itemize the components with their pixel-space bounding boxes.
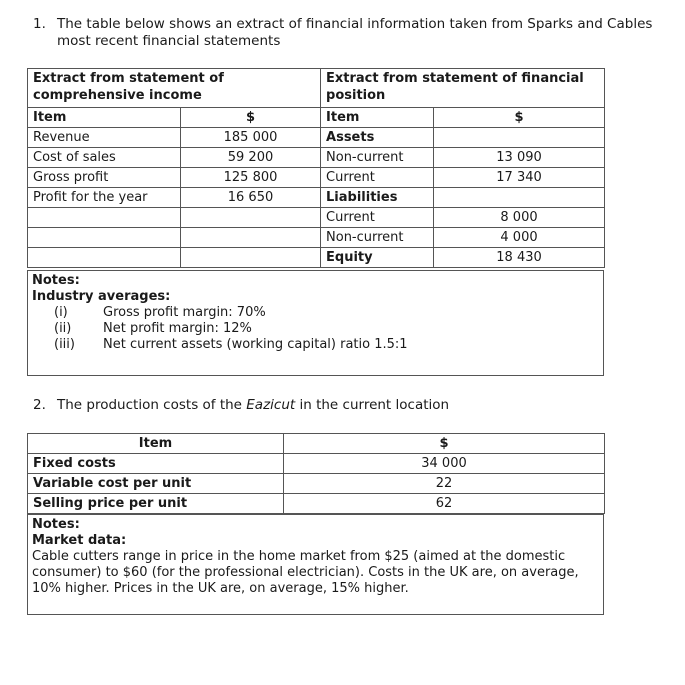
table-row: Non-current 4 000 [28,228,605,248]
table-row: Revenue 185 000 Assets [28,128,605,148]
market-data-text: Cable cutters range in price in the home market from $25 (aimed at the domestic consumer) to $60 (for the professional electrician). Costs in the UK are, on average, 10% higher. Prices in the UK are, on average, 15% higher. [32,549,579,596]
product-name: Eazicut [246,397,296,413]
income-statement-header: Extract from statement of comprehensive income [28,69,321,108]
table-row: Profit for the year 16 650 Liabilities [28,188,605,208]
table-row: Equity 18 430 [28,248,605,268]
question-number: 1. [33,16,46,32]
notes-box [27,270,604,376]
table-row: Fixed costs 34 000 [28,454,605,474]
table-row: Gross profit 125 800 Current 17 340 [28,168,605,188]
table-row: Cost of sales 59 200 Non-current 13 090 [28,148,605,168]
question-text-line-1: The table below shows an extract of financial information taken from Sparks and Cables [57,16,653,32]
industry-averages-label: Industry averages: [32,289,171,304]
list-item: (iii) Net current assets (working capital) ratio 1.5:1 [54,337,408,352]
market-data-label: Market data: [32,533,127,548]
list-item: (ii) Net profit margin: 12% [54,321,252,336]
col-header-dollar: $ [434,108,605,128]
question-text: The production costs of the Eazicut in the current location [57,397,450,413]
col-header-item: Item [28,434,284,454]
production-costs-table [27,433,605,514]
list-item: (i) Gross profit margin: 70% [54,305,266,320]
question-text-line-2: most recent financial statements [57,33,281,49]
table-row: Current 8 000 [28,208,605,228]
table-row: Selling price per unit 62 [28,494,605,514]
financial-position-header: Extract from statement of financial position [321,69,605,108]
col-header-item: Item [28,108,181,128]
col-header-item: Item [321,108,434,128]
table-row: Variable cost per unit 22 [28,474,605,494]
financial-table [27,68,605,268]
question-number: 2. [33,397,46,413]
market-notes-box [27,514,604,615]
col-header-dollar: $ [284,434,605,454]
question-2 [33,397,673,415]
col-header-dollar: $ [181,108,321,128]
question-1 [33,16,673,52]
notes-label: Notes: [32,273,80,288]
notes-label: Notes: [32,517,80,532]
